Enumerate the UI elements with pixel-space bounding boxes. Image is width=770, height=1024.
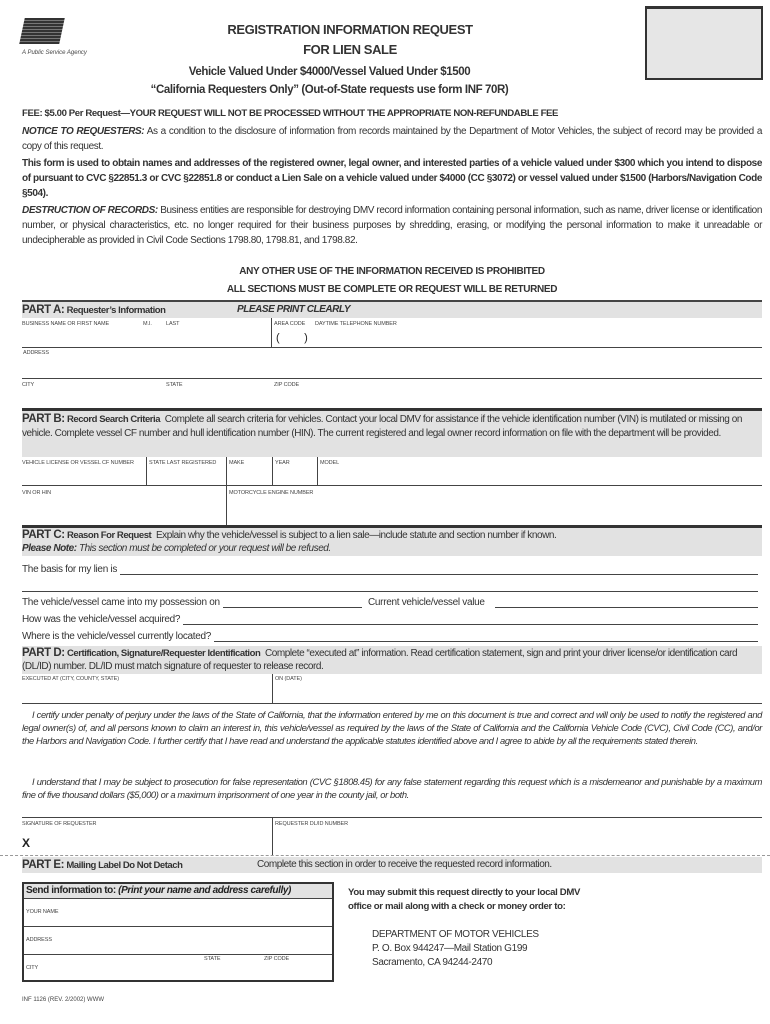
area-code-field[interactable]: AREA CODE bbox=[274, 321, 306, 327]
part-e-title: PART E: bbox=[22, 859, 64, 871]
divider bbox=[22, 378, 762, 379]
part-b-title: PART B: bbox=[22, 413, 65, 425]
area-code-parens: ( ) bbox=[276, 332, 308, 344]
signature-field[interactable]: SIGNATURE OF REQUESTER bbox=[22, 821, 97, 827]
part-e-label: Mailing Label Do Not Detach bbox=[66, 860, 183, 871]
part-d-title: PART D: bbox=[22, 647, 65, 659]
divider bbox=[226, 457, 227, 525]
send-info-label: Send information to: bbox=[26, 885, 116, 896]
agency-tagline: A Public Service Agency bbox=[22, 50, 87, 56]
mi-field[interactable]: M.I. bbox=[143, 321, 152, 327]
part-e-header bbox=[22, 857, 762, 873]
note-text: This section must be completed or your request will be refused. bbox=[78, 543, 331, 554]
print-clearly: PLEASE PRINT CLEARLY bbox=[237, 304, 351, 315]
send-info-header bbox=[24, 884, 332, 899]
part-c-label: Reason For Request bbox=[66, 530, 152, 541]
location-field[interactable] bbox=[22, 631, 758, 642]
mailing-label-box bbox=[22, 882, 334, 982]
form-title-line2: FOR LIEN SALE bbox=[303, 42, 397, 57]
divider bbox=[22, 703, 762, 704]
state-registered-field[interactable]: STATE LAST REGISTERED bbox=[149, 460, 217, 466]
address-line2: P. O. Box 944247—Mail Station G199 bbox=[372, 943, 528, 954]
submit-instructions bbox=[348, 886, 580, 914]
city-field[interactable]: CITY bbox=[22, 382, 35, 388]
model-field[interactable]: MODEL bbox=[320, 460, 340, 466]
cut-line bbox=[0, 855, 770, 856]
destruction-label: DESTRUCTION OF RECORDS: bbox=[22, 205, 158, 216]
part-e-instructions: Complete this section in order to receive the requested record information. bbox=[257, 859, 552, 870]
part-c-instructions: Explain why the vehicle/vessel is subject to a lien sale—include statute and section number if known. bbox=[155, 530, 557, 541]
mail-city-row[interactable] bbox=[24, 955, 332, 979]
mail-address-field[interactable] bbox=[24, 927, 332, 955]
address-line3: Sacramento, CA 94244-2470 bbox=[372, 957, 493, 968]
form-subtitle: Vehicle Valued Under $4000/Vessel Valued Under $1500 bbox=[188, 66, 471, 78]
engine-number-field[interactable]: MOTORCYCLE ENGINE NUMBER bbox=[229, 490, 314, 496]
divider bbox=[317, 457, 318, 485]
part-d-header bbox=[22, 646, 762, 674]
divider bbox=[22, 485, 762, 486]
part-c-title: PART C: bbox=[22, 529, 65, 541]
divider bbox=[272, 674, 273, 704]
part-b-instructions: Complete all search criteria for vehicles. Contact your local DMV for assistance if the vehicle identification number (VIN) is mutilated or missing on vehicle. Complete vessel CF number and hull identification number (HIN). The current registered and legal owner record information on file with the department will be provided. bbox=[22, 414, 742, 439]
submit-line2: office or mail along with a check or money order to: bbox=[348, 901, 566, 912]
zip-field[interactable]: ZIP CODE bbox=[274, 382, 300, 388]
destruction-notice bbox=[22, 203, 762, 248]
lien-basis-field[interactable] bbox=[22, 564, 758, 575]
state-field[interactable]: STATE bbox=[166, 382, 183, 388]
year-field[interactable]: YEAR bbox=[275, 460, 290, 466]
divider bbox=[22, 817, 762, 818]
lien-basis-label: The basis for my lien is bbox=[22, 564, 118, 575]
your-name-field[interactable] bbox=[24, 899, 332, 927]
location-label: Where is the vehicle/vessel currently located? bbox=[22, 631, 212, 642]
last-name-field[interactable]: LAST bbox=[166, 321, 180, 327]
part-a-title: PART A: bbox=[22, 304, 65, 316]
mail-address-label: ADDRESS bbox=[26, 937, 52, 943]
part-d-label: Certification, Signature/Requester Identification bbox=[66, 648, 261, 659]
submit-line1: You may submit this request directly to your local DMV bbox=[348, 887, 581, 898]
executed-at-field[interactable]: EXECUTED AT (CITY, COUNTY, STATE) bbox=[22, 676, 119, 682]
possession-label: The vehicle/vessel came into my possession on bbox=[22, 597, 220, 608]
note-label: Please Note: bbox=[22, 543, 77, 554]
your-name-label: YOUR NAME bbox=[26, 909, 59, 915]
notice-to-requesters bbox=[22, 124, 762, 154]
plate-number-field[interactable]: VEHICLE LICENSE OR VESSEL CF NUMBER bbox=[22, 460, 134, 466]
office-use-box bbox=[645, 6, 763, 80]
notice-label: NOTICE TO REQUESTERS: bbox=[22, 126, 145, 137]
value-label: Current vehicle/vessel value bbox=[368, 597, 485, 608]
dlid-field[interactable]: REQUESTER DL/ID NUMBER bbox=[275, 821, 348, 827]
acquired-label: How was the vehicle/vessel acquired? bbox=[22, 614, 181, 625]
divider bbox=[22, 347, 762, 348]
lien-basis-line2[interactable] bbox=[22, 591, 758, 592]
divider bbox=[146, 457, 147, 485]
mail-state-label: STATE bbox=[204, 956, 221, 962]
form-number: INF 1126 (REV. 2/2002) WWW bbox=[22, 997, 105, 1003]
send-info-note: (Print your name and address carefully) bbox=[118, 885, 291, 896]
prosecution-statement: I understand that I may be subject to prosecution for false representation (CVC §1808.45) for any false statement regarding this request which is a misdemeanor and punishable by a maximum fine of five thousand dollars ($5,000) or a maximum imprisonment of one year in the county jail, or both. bbox=[22, 776, 762, 800]
part-d-instructions: Complete “executed at” information. Read certification statement, sign and print your driver license/or identification card (DL/ID) number. DL/ID must match signature of requester to release record. bbox=[22, 648, 738, 672]
signature-x-mark: X bbox=[22, 836, 31, 850]
vehicle-value-field[interactable] bbox=[368, 597, 758, 608]
date-field[interactable]: ON (DATE) bbox=[275, 676, 302, 682]
address-field[interactable]: ADDRESS bbox=[23, 350, 49, 356]
acquired-field[interactable] bbox=[22, 614, 758, 625]
part-b-label: Record Search Criteria bbox=[66, 414, 161, 425]
complete-warning: ALL SECTIONS MUST BE COMPLETE OR REQUEST WILL BE RETURNED bbox=[226, 284, 558, 295]
possession-date-field[interactable] bbox=[22, 597, 362, 608]
fee-notice: FEE: $5.00 Per Request—YOUR REQUEST WILL NOT BE PROCESSED WITHOUT THE APPROPRIATE NON-REFUNDABLE FEE bbox=[22, 108, 559, 119]
form-title: REGISTRATION INFORMATION REQUEST bbox=[227, 22, 473, 37]
prohibited-warning: ANY OTHER USE OF THE INFORMATION RECEIVED IS PROHIBITED bbox=[239, 266, 545, 277]
divider bbox=[272, 817, 273, 855]
part-b-header bbox=[22, 411, 762, 457]
dmv-mailing-address bbox=[372, 928, 539, 970]
mail-city-label: CITY bbox=[26, 965, 39, 971]
purpose-text: This form is used to obtain names and addresses of the registered owner, legal owner, and interested parties of a vehicle valued under $300 which you intend to dispose of pursuant to CVC §22851.3 or CVC §22851.8 or conduct a Lien Sale on a vehicle valued under $4000 (CC §3072) or vessel valued under $1500 (Harbors/Navigation Code §504). bbox=[22, 158, 762, 199]
part-a-label: Requester’s Information bbox=[66, 305, 166, 316]
mail-zip-label: ZIP CODE bbox=[264, 956, 290, 962]
part-a-header bbox=[22, 302, 762, 318]
business-name-field[interactable]: BUSINESS NAME OR FIRST NAME bbox=[22, 321, 110, 327]
form-subtitle-line2: “California Requesters Only” (Out-of-State requests use form INF 70R) bbox=[150, 84, 509, 96]
address-line1: DEPARTMENT OF MOTOR VEHICLES bbox=[372, 929, 539, 940]
notice-text: As a condition to the disclosure of information from records maintained by the Department of Motor Vehicles, the subject of record may be provided a copy of this request. bbox=[22, 126, 762, 152]
part-c-header bbox=[22, 528, 762, 556]
divider bbox=[271, 318, 272, 347]
certification-statement: I certify under penalty of perjury under the laws of the State of California, that the information entered by me on this document is true and correct and will only be used to notify the registered and legal owner(s) of, and all persons known to claim an interest in, this vehicle/vessel as required by the laws of the State of California and the California Vehicle Code (CVC), Civil Code (CC), and/or the Harbors and Navigation Code. I further certify that I have read and understand the applicable statutes identified above and I agree to abide by all the requirements stated therein. bbox=[22, 709, 762, 746]
vin-field[interactable]: VIN OR HIN bbox=[22, 490, 51, 496]
divider bbox=[272, 457, 273, 485]
dmv-logo bbox=[19, 18, 65, 44]
make-field[interactable]: MAKE bbox=[229, 460, 245, 466]
phone-field[interactable]: DAYTIME TELEPHONE NUMBER bbox=[315, 321, 397, 327]
destruction-text: Business entities are responsible for destroying DMV record information containing personal information, such as name, driver license or identification number, or physical characteristics, etc. no longer required for their business purposes by shredding, erasing, or modifying the personal information to make it unreadable or undecipherable as provided in Civil Code Sections 1798.80, 1798.81, and 1798.82. bbox=[22, 205, 762, 246]
